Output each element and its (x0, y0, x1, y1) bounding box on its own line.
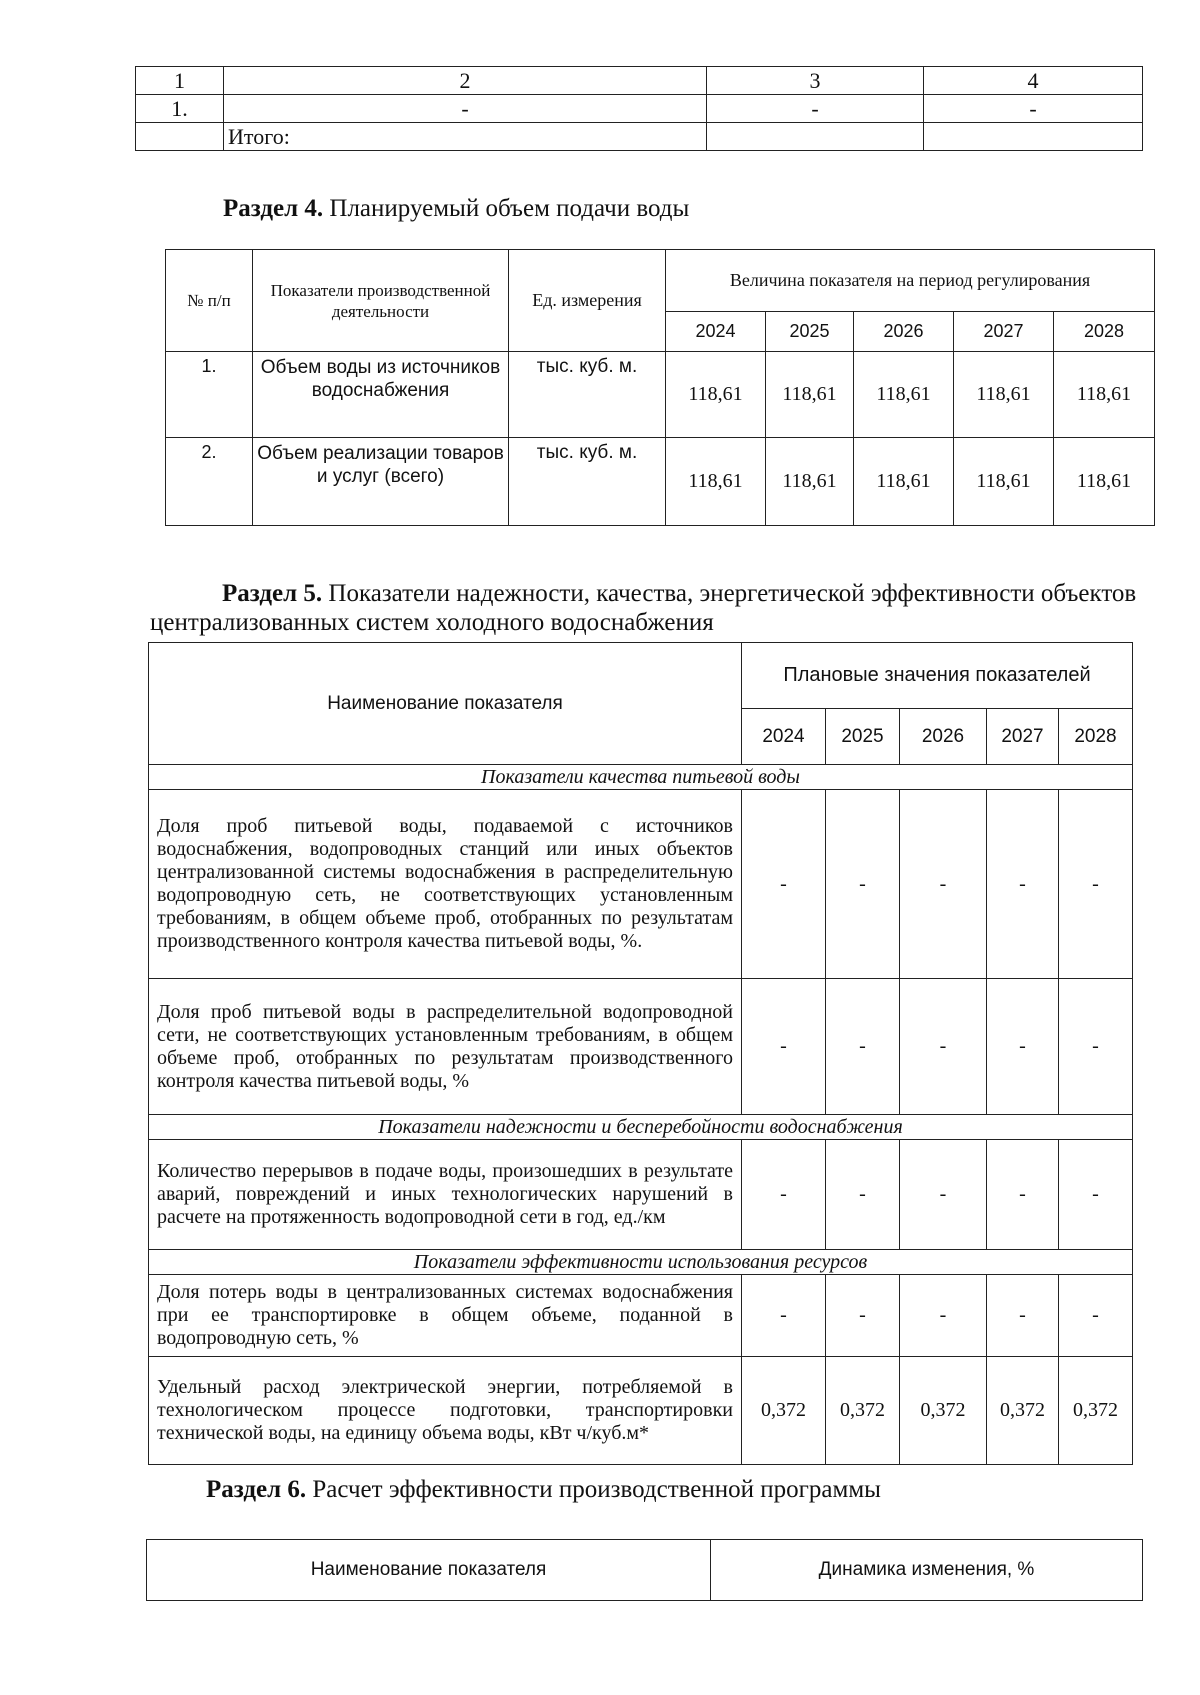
group-row (149, 1115, 1133, 1140)
table-row (149, 643, 1133, 709)
row-value: 0,372 (1059, 1357, 1133, 1465)
year-header: 2027 (954, 312, 1054, 352)
row-value: - (826, 1140, 900, 1250)
row-value: - (900, 1140, 987, 1250)
table-cell: - (924, 95, 1143, 123)
header-planned: Плановые значения показателей (742, 643, 1133, 709)
table-cell: - (224, 95, 707, 123)
table-section6 (146, 1539, 1143, 1601)
row-value: - (1059, 979, 1133, 1115)
section6-title: Раздел 6. Расчет эффективности производственной программы (206, 1476, 881, 1503)
table-row (149, 790, 1133, 979)
table-row (136, 67, 1143, 95)
row-value: 118,61 (766, 352, 854, 438)
row-value: 118,61 (954, 438, 1054, 526)
table-row (149, 1357, 1133, 1465)
table-top (135, 66, 1143, 151)
group-row (149, 765, 1133, 790)
row-name: Количество перерывов в подаче воды, произошедших в результате аварий, повреждений и иных технологических нарушений в расчете на протяженность водопроводной сети в год, ед./км (149, 1140, 742, 1250)
row-value: - (826, 979, 900, 1115)
row-value: - (987, 790, 1059, 979)
header-name: Наименование показателя (147, 1540, 711, 1601)
row-value: - (826, 1275, 900, 1357)
row-num: 2. (166, 438, 253, 526)
year-header: 2028 (1054, 312, 1155, 352)
table-row (149, 979, 1133, 1115)
row-value: - (742, 1275, 826, 1357)
table-row (166, 352, 1155, 438)
row-value: 0,372 (826, 1357, 900, 1465)
year-header: 2024 (742, 709, 826, 765)
total-label: Итого: (224, 123, 707, 151)
table-cell: 3 (707, 67, 924, 95)
row-value: - (826, 790, 900, 979)
row-value: - (987, 979, 1059, 1115)
header-period: Величина показателя на период регулирования (666, 250, 1155, 312)
row-name: Объем воды из источников водоснабжения (253, 352, 509, 438)
row-value: - (742, 979, 826, 1115)
table-cell: 1. (136, 95, 224, 123)
row-value: 118,61 (1054, 438, 1155, 526)
table-row (149, 1275, 1133, 1357)
year-header: 2026 (854, 312, 954, 352)
row-name: Объем реализации товаров и услуг (всего) (253, 438, 509, 526)
row-value: 118,61 (854, 352, 954, 438)
row-value: - (1059, 1275, 1133, 1357)
group-title: Показатели надежности и бесперебойности водоснабжения (149, 1115, 1133, 1140)
table-cell: 4 (924, 67, 1143, 95)
row-value: 0,372 (900, 1357, 987, 1465)
row-value: 0,372 (987, 1357, 1059, 1465)
row-value: 118,61 (1054, 352, 1155, 438)
table-row (136, 95, 1143, 123)
table-row (136, 123, 1143, 151)
row-name: Доля проб питьевой воды, подаваемой с источников водоснабжения, водопроводных станций или иных объектов централизованной системы водоснабжения в распределительную водопроводную сеть, не соответствующих установленным требованиям, в общем объеме проб, отобранных по результатам производственного контроля качества питьевой воды, %. (149, 790, 742, 979)
header-unit: Ед. измерения (509, 250, 666, 352)
section4-title: Раздел 4. Планируемый объем подачи воды (223, 195, 690, 222)
row-value: - (900, 979, 987, 1115)
row-value: 118,61 (666, 352, 766, 438)
row-name: Доля потерь воды в централизованных системах водоснабжения при ее транспортировке в общем объеме, поданной в водопроводную сеть, % (149, 1275, 742, 1357)
row-value: - (900, 1275, 987, 1357)
table-row (166, 250, 1155, 312)
row-value: - (742, 790, 826, 979)
row-name: Доля проб питьевой воды в распределительной водопроводной сети, не соответствующих установленным требованиям, в общем объеме проб, отобранных по результатам производственного контроля качества питьевой воды, % (149, 979, 742, 1115)
header-indicator: Показатели производственной деятельности (253, 250, 509, 352)
table-row (147, 1540, 1143, 1601)
table-cell (707, 123, 924, 151)
group-title: Показатели эффективности использования ресурсов (149, 1250, 1133, 1275)
row-value: - (900, 790, 987, 979)
table-cell: - (707, 95, 924, 123)
table-section4 (165, 249, 1155, 526)
row-value: - (1059, 1140, 1133, 1250)
group-row (149, 1250, 1133, 1275)
row-value: 0,372 (742, 1357, 826, 1465)
year-header: 2025 (766, 312, 854, 352)
row-unit: тыс. куб. м. (509, 438, 666, 526)
row-unit: тыс. куб. м. (509, 352, 666, 438)
row-value: - (1059, 790, 1133, 979)
table-row (166, 438, 1155, 526)
table-cell (924, 123, 1143, 151)
table-section5 (148, 642, 1133, 1465)
row-name: Удельный расход электрической энергии, потребляемой в технологическом процессе подготовки, транспортировки технической воды, на единицу объема воды, кВт ч/куб.м* (149, 1357, 742, 1465)
year-header: 2024 (666, 312, 766, 352)
section5-title-line2: централизованных систем холодного водоснабжения (150, 609, 714, 636)
header-num: № п/п (166, 250, 253, 352)
year-header: 2027 (987, 709, 1059, 765)
table-cell (136, 123, 224, 151)
section5-title: Раздел 5. Показатели надежности, качества, энергетической эффективности объектов (222, 580, 1137, 607)
row-num: 1. (166, 352, 253, 438)
table-row (149, 1140, 1133, 1250)
year-header: 2026 (900, 709, 987, 765)
group-title: Показатели качества питьевой воды (149, 765, 1133, 790)
table-cell: 2 (224, 67, 707, 95)
row-value: - (987, 1275, 1059, 1357)
row-value: - (987, 1140, 1059, 1250)
row-value: 118,61 (766, 438, 854, 526)
row-value: 118,61 (854, 438, 954, 526)
table-cell: 1 (136, 67, 224, 95)
row-value: - (742, 1140, 826, 1250)
header-name: Наименование показателя (149, 643, 742, 765)
year-header: 2025 (826, 709, 900, 765)
header-dynamics: Динамика изменения, % (711, 1540, 1143, 1601)
row-value: 118,61 (954, 352, 1054, 438)
row-value: 118,61 (666, 438, 766, 526)
year-header: 2028 (1059, 709, 1133, 765)
